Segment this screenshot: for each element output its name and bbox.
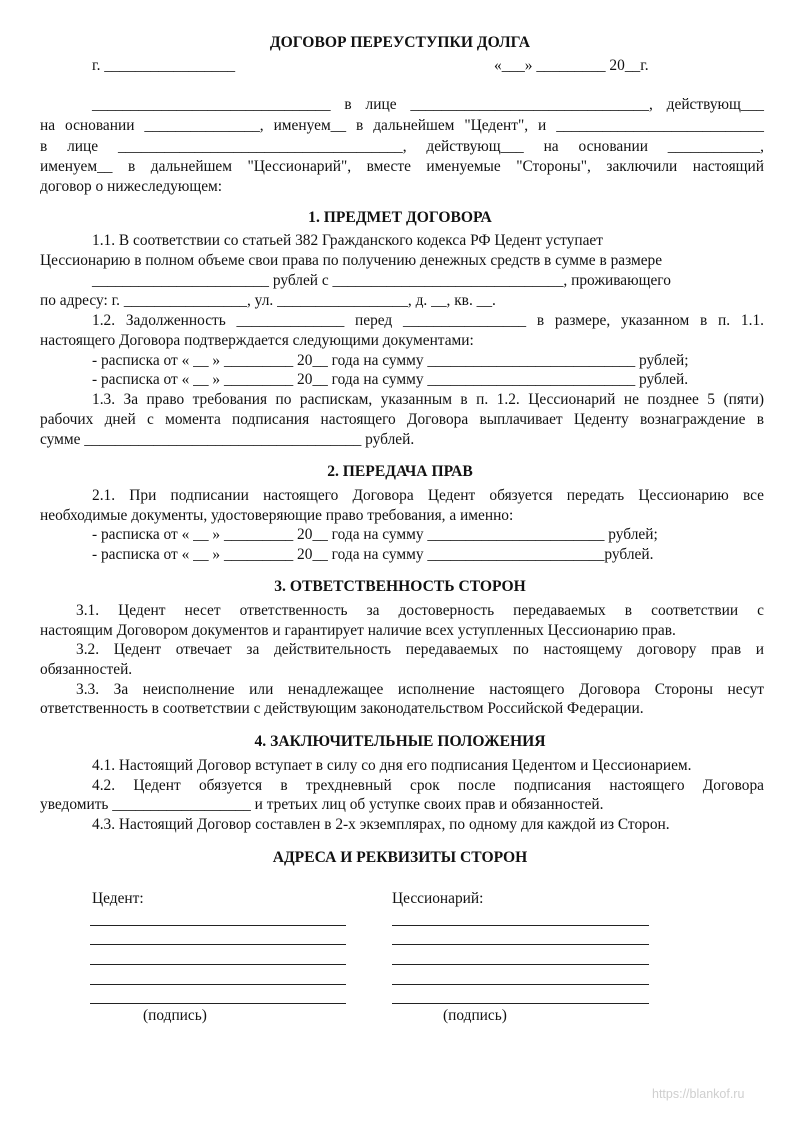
preamble-line: именуем__ в дальнейшем "Цессионарий", вместе именуемые "Стороны", заключили настоящий <box>40 158 764 175</box>
cedent-signature-line <box>90 1003 346 1004</box>
cessionary-requisite-line <box>392 984 649 985</box>
clause-line: 4.3. Настоящий Договор составлен в 2-х экземплярах, по одному для каждой из Сторон. <box>92 816 670 833</box>
section-heading-2: 2. ПЕРЕДАЧА ПРАВ <box>327 463 473 480</box>
clause-line: настоящего Договора подтверждается следующими документами: <box>40 332 474 349</box>
clause-line: _______________________ рублей с ______________________________, проживающего <box>92 272 671 289</box>
section-heading-1: 1. ПРЕДМЕТ ДОГОВОРА <box>308 209 492 226</box>
date-field: «___» _________ 20__г. <box>494 57 649 74</box>
cessionary-requisite-line <box>392 925 649 926</box>
cedent-requisite-line <box>90 944 346 945</box>
clause-line: по адресу: г. ________________, ул. _________________, д. __, кв. __. <box>40 292 496 309</box>
section-heading-3: 3. ОТВЕТСТВЕННОСТЬ СТОРОН <box>274 578 526 595</box>
clause-line: 2.1. При подписании настоящего Договора Цедент обязуется передать Цессионарию все <box>92 487 764 504</box>
preamble-line: в лице _____________________________________, действующ___ на основании ____________, <box>40 138 764 155</box>
clause-line: Цессионарию в полном объеме свои права по получению денежных средств в сумме в размере <box>40 252 663 269</box>
cessionary-signature-line <box>392 1003 649 1004</box>
cedent-requisite-line <box>90 964 346 965</box>
cedent-requisite-line <box>90 984 346 985</box>
cedent-requisite-line <box>90 925 346 926</box>
preamble-line: договор о нижеследующем: <box>40 178 223 195</box>
receipt-line: - расписка от « __ » _________ 20__ года на сумму _______________________ рублей; <box>92 526 658 543</box>
clause-line: 3.2. Цедент отвечает за действительность передаваемых по настоящему договору прав и <box>76 641 764 658</box>
clause-line: 1.3. За право требования по распискам, указанным в п. 1.2. Цессионарий не позднее 5 (пяти) <box>92 391 764 408</box>
city-field: г. _________________ <box>92 57 236 74</box>
receipt-line: - расписка от « __ » _________ 20__ года на сумму ___________________________ рублей; <box>92 352 689 369</box>
clause-line: 1.2. Задолженность ______________ перед ________________ в размере, указанном в п. 1.1. <box>92 312 764 329</box>
receipt-line: - расписка от « __ » _________ 20__ года на сумму _______________________рублей. <box>92 546 654 563</box>
clause-line: 3.3. За неисполнение или ненадлежащее исполнение настоящего Договора Стороны несут <box>76 681 764 698</box>
preamble-line: на основании _______________, именуем__ в дальнейшем "Цедент", и ___________________________ <box>40 117 764 134</box>
cedent-label: Цедент: <box>92 890 144 907</box>
clause-line: 3.1. Цедент несет ответственность за достоверность передаваемых в соответствии с <box>76 602 764 619</box>
clause-line: 1.1. В соответствии со статьей 382 Гражданского кодекса РФ Цедент уступает <box>92 232 603 249</box>
cessionary-signature-caption: (подпись) <box>443 1007 507 1024</box>
receipt-line: - расписка от « __ » _________ 20__ года на сумму ___________________________ рублей. <box>92 371 689 388</box>
clause-line: необходимые документы, удостоверяющие право требования, а именно: <box>40 507 514 524</box>
cedent-signature-caption: (подпись) <box>143 1007 207 1024</box>
clause-line: обязанностей. <box>40 661 133 678</box>
clause-line: уведомить __________________ и третьих лиц об уступке своих прав и обязанностей. <box>40 796 604 813</box>
clause-line: настоящим Договором документов и гарантирует наличие всех уступленных Цессионарию прав. <box>40 622 676 639</box>
clause-line: сумме ____________________________________ рублей. <box>40 431 415 448</box>
cessionary-label: Цессионарий: <box>392 890 484 907</box>
watermark-text: https://blankof.ru <box>652 1087 745 1101</box>
clause-line: 4.2. Цедент обязуется в трехдневный срок после подписания настоящего Договора <box>92 777 764 794</box>
clause-line: ответственность в соответствии с действующим законодательством Российской Федерации. <box>40 700 644 717</box>
cessionary-requisite-line <box>392 964 649 965</box>
cessionary-requisite-line <box>392 944 649 945</box>
clause-line: 4.1. Настоящий Договор вступает в силу со дня его подписания Цедентом и Цессионарием. <box>92 757 692 774</box>
preamble-line: _______________________________ в лице _______________________________, действующ___ <box>92 96 764 113</box>
clause-line: рабочих дней с момента подписания настоящего Договора выплачивает Цеденту вознаграждение в <box>40 411 764 428</box>
addresses-heading: АДРЕСА И РЕКВИЗИТЫ СТОРОН <box>272 849 528 866</box>
section-heading-4: 4. ЗАКЛЮЧИТЕЛЬНЫЕ ПОЛОЖЕНИЯ <box>254 733 546 750</box>
document-title: ДОГОВОР ПЕРЕУСТУПКИ ДОЛГА <box>269 34 531 51</box>
